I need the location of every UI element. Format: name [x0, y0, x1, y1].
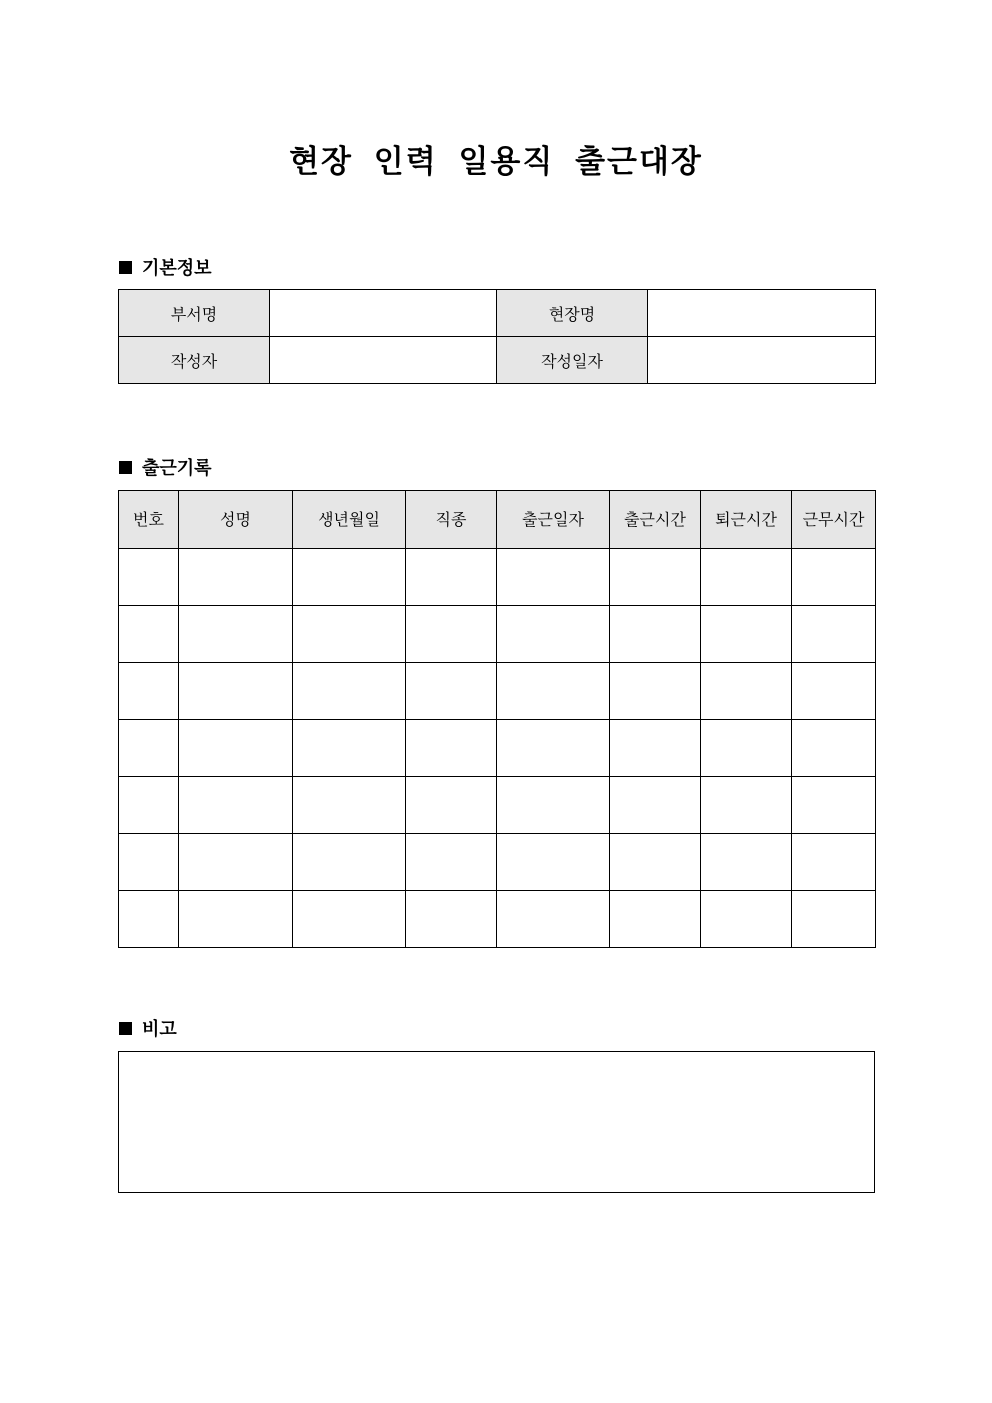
- cell-clock-in[interactable]: [610, 663, 701, 720]
- table-row: [119, 663, 876, 720]
- square-bullet-icon: [119, 1022, 132, 1035]
- site-name-label: 현장명: [497, 290, 648, 337]
- basic-info-table: [118, 289, 876, 384]
- cell-birthdate[interactable]: [293, 720, 406, 777]
- column-header-job-type: 직종: [406, 491, 497, 549]
- cell-job-type[interactable]: [406, 834, 497, 891]
- cell-attendance-date[interactable]: [497, 606, 610, 663]
- attendance-header-row: [119, 491, 876, 549]
- date-written-value[interactable]: [648, 337, 876, 384]
- cell-work-hours[interactable]: [792, 834, 876, 891]
- remarks-heading: [119, 1015, 177, 1041]
- cell-clock-out[interactable]: [701, 777, 792, 834]
- cell-birthdate[interactable]: [293, 606, 406, 663]
- basic-info-heading: [119, 254, 212, 280]
- cell-attendance-date[interactable]: [497, 777, 610, 834]
- column-header-number: 번호: [119, 491, 179, 549]
- cell-number[interactable]: [119, 777, 179, 834]
- cell-birthdate[interactable]: [293, 549, 406, 606]
- cell-job-type[interactable]: [406, 891, 497, 948]
- table-row: [119, 606, 876, 663]
- cell-number[interactable]: [119, 606, 179, 663]
- column-header-attendance-date: 출근일자: [497, 491, 610, 549]
- cell-job-type[interactable]: [406, 720, 497, 777]
- cell-birthdate[interactable]: [293, 663, 406, 720]
- cell-clock-out[interactable]: [701, 834, 792, 891]
- remarks-heading-label: 비고: [142, 1019, 177, 1040]
- cell-name[interactable]: [179, 663, 293, 720]
- cell-name[interactable]: [179, 834, 293, 891]
- cell-work-hours[interactable]: [792, 891, 876, 948]
- site-name-value[interactable]: [648, 290, 876, 337]
- cell-birthdate[interactable]: [293, 834, 406, 891]
- cell-number[interactable]: [119, 549, 179, 606]
- table-row: [119, 549, 876, 606]
- cell-work-hours[interactable]: [792, 663, 876, 720]
- cell-clock-in[interactable]: [610, 834, 701, 891]
- author-label: 작성자: [119, 337, 270, 384]
- table-row: [119, 891, 876, 948]
- cell-attendance-date[interactable]: [497, 663, 610, 720]
- cell-clock-out[interactable]: [701, 606, 792, 663]
- cell-job-type[interactable]: [406, 663, 497, 720]
- cell-number[interactable]: [119, 834, 179, 891]
- basic-info-heading-label: 기본정보: [142, 258, 212, 279]
- cell-name[interactable]: [179, 549, 293, 606]
- cell-number[interactable]: [119, 720, 179, 777]
- table-row: [119, 720, 876, 777]
- column-header-birthdate: 생년월일: [293, 491, 406, 549]
- cell-clock-in[interactable]: [610, 720, 701, 777]
- cell-clock-in[interactable]: [610, 606, 701, 663]
- document-title: 현장 인력 일용직 출근대장: [289, 144, 703, 180]
- date-written-label: 작성일자: [497, 337, 648, 384]
- square-bullet-icon: [119, 461, 132, 474]
- cell-clock-out[interactable]: [701, 663, 792, 720]
- cell-name[interactable]: [179, 891, 293, 948]
- cell-job-type[interactable]: [406, 606, 497, 663]
- square-bullet-icon: [119, 261, 132, 274]
- cell-birthdate[interactable]: [293, 891, 406, 948]
- basic-info-row: [119, 337, 876, 384]
- column-header-clock-out: 퇴근시간: [701, 491, 792, 549]
- attendance-heading-label: 출근기록: [142, 458, 212, 479]
- cell-attendance-date[interactable]: [497, 891, 610, 948]
- column-header-clock-in: 출근시간: [610, 491, 701, 549]
- cell-number[interactable]: [119, 891, 179, 948]
- cell-attendance-date[interactable]: [497, 834, 610, 891]
- column-header-work-hours: 근무시간: [792, 491, 876, 549]
- attendance-heading: [119, 454, 212, 480]
- attendance-table-body: [119, 549, 876, 948]
- remarks-box[interactable]: [118, 1051, 875, 1193]
- cell-job-type[interactable]: [406, 777, 497, 834]
- cell-clock-out[interactable]: [701, 891, 792, 948]
- cell-clock-in[interactable]: [610, 777, 701, 834]
- basic-info-row: [119, 290, 876, 337]
- column-header-name: 성명: [179, 491, 293, 549]
- author-value[interactable]: [270, 337, 497, 384]
- attendance-table: [118, 490, 876, 948]
- cell-name[interactable]: [179, 777, 293, 834]
- cell-work-hours[interactable]: [792, 720, 876, 777]
- table-row: [119, 777, 876, 834]
- cell-name[interactable]: [179, 720, 293, 777]
- department-label: 부서명: [119, 290, 270, 337]
- cell-work-hours[interactable]: [792, 606, 876, 663]
- cell-name[interactable]: [179, 606, 293, 663]
- cell-clock-in[interactable]: [610, 891, 701, 948]
- cell-number[interactable]: [119, 663, 179, 720]
- cell-work-hours[interactable]: [792, 777, 876, 834]
- cell-job-type[interactable]: [406, 549, 497, 606]
- cell-work-hours[interactable]: [792, 549, 876, 606]
- cell-attendance-date[interactable]: [497, 720, 610, 777]
- cell-attendance-date[interactable]: [497, 549, 610, 606]
- table-row: [119, 834, 876, 891]
- cell-clock-out[interactable]: [701, 549, 792, 606]
- department-value[interactable]: [270, 290, 497, 337]
- cell-birthdate[interactable]: [293, 777, 406, 834]
- cell-clock-out[interactable]: [701, 720, 792, 777]
- cell-clock-in[interactable]: [610, 549, 701, 606]
